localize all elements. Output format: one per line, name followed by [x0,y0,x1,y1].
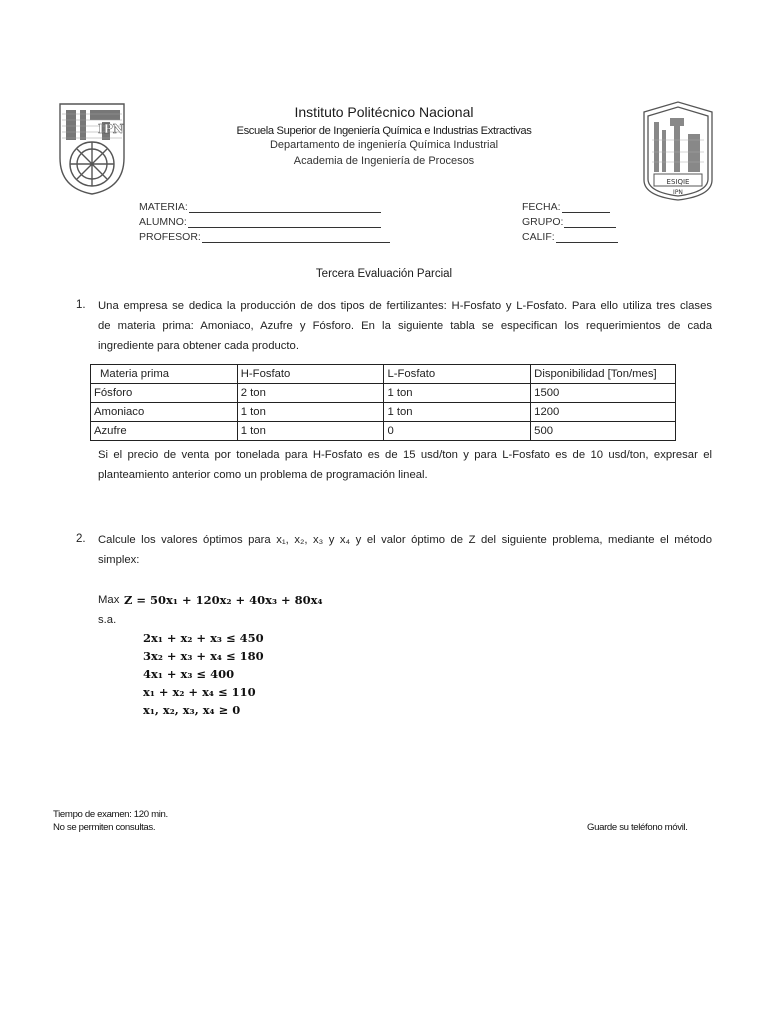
table-row [91,422,676,441]
table-cell: 1 ton [237,422,384,441]
alumno-blank[interactable] [188,217,381,228]
q1-intro-line: de materia prima: Amoniaco, Azufre y Fósforo. En la siguiente tabla se especifican los requerimientos de cada [98,320,712,332]
q1-follow-line: planteamiento anterior como un problema de programación lineal. [98,469,428,481]
table-row [91,403,676,422]
nonnegativity-constraint: x₁, x₂, x₃, x₄ ≥ 0 [143,703,241,717]
calif-blank[interactable] [556,232,618,243]
table-cell: 2 ton [237,384,384,403]
requirements-table [90,364,676,441]
table-cell: 500 [531,422,676,441]
subject-to-label: s.a. [98,614,117,626]
table-cell: Amoniaco [91,403,238,422]
exam-title: Tercera Evaluación Parcial [315,268,453,280]
svg-text:IPN: IPN [673,189,683,196]
table-header-cell: Disponibilidad [Ton/mes] [531,365,676,384]
table-cell: 1 ton [384,384,531,403]
phone-note: Guarde su teléfono móvil. [587,822,688,833]
institution-name: Instituto Politécnico Nacional [294,104,474,120]
table-cell: 0 [384,422,531,441]
materia-blank[interactable] [189,202,381,213]
objective-function: Z = 50x₁ + 120x₂ + 40x₃ + 80x₄ [124,593,323,607]
table-cell: 1 ton [384,403,531,422]
grupo-field: GRUPO: [522,216,616,228]
profesor-blank[interactable] [202,232,390,243]
table-cell: 1500 [531,384,676,403]
fecha-field: FECHA: [522,201,610,213]
table-cell: 1200 [531,403,676,422]
max-label: Max [98,594,120,606]
school-name: Escuela Superior de Ingeniería Química e Industrias Extractivas [236,125,532,137]
constraint: x₁ + x₂ + x₄ ≤ 110 [143,685,256,699]
q1-number: 1. [76,299,86,311]
exam-time-note: Tiempo de examen: 120 min. [53,809,168,820]
no-consult-note: No se permiten consultas. [53,822,156,833]
q2-intro [98,530,712,570]
constraint: 2x₁ + x₂ + x₃ ≤ 450 [143,631,264,645]
table-header-cell: Materia prima [91,365,238,384]
alumno-field: ALUMNO: [139,216,381,228]
table-cell: 1 ton [237,403,384,422]
table-header-row [91,365,676,384]
profesor-field: PROFESOR: [139,231,390,243]
academy-name: Academia de Ingeniería de Procesos [293,155,475,167]
materia-field: MATERIA: [139,201,381,213]
q1-intro-line: ingrediente para obtener cada producto. [98,340,299,352]
table-cell: Fósforo [91,384,238,403]
q1-follow [98,445,712,485]
q2-intro-line: Calcule los valores óptimos para x₁, x₂, x₃ y x₄ y el valor óptimo de Z del siguiente problema, mediante el método [98,534,712,546]
q1-follow-line: Si el precio de venta por tonelada para H-Fosfato es de 15 usd/ton y para L-Fosfato es de 10 usd/ton, expresar el [98,449,712,461]
grupo-blank[interactable] [564,217,616,228]
q2-intro-line: simplex: [98,554,140,566]
svg-text:ESIQIE: ESIQIE [666,178,690,186]
fecha-blank[interactable] [562,202,610,213]
table-cell: Azufre [91,422,238,441]
table-header-cell: L-Fosfato [384,365,531,384]
constraint: 3x₂ + x₃ + x₄ ≤ 180 [143,649,264,663]
q1-intro [98,296,712,356]
constraint: 4x₁ + x₃ ≤ 400 [143,667,235,681]
department-name: Departamento de ingeniería Química Industrial [269,139,499,151]
calif-field: CALIF: [522,231,618,243]
table-row [91,384,676,403]
table-header-cell: H-Fosfato [237,365,384,384]
q2-number: 2. [76,533,86,545]
svg-text:IPN: IPN [98,122,124,136]
q1-intro-line: Una empresa se dedica la producción de dos tipos de fertilizantes: H-Fosfato y L-Fosfato. Para ello utiliza tres clases [98,300,712,312]
